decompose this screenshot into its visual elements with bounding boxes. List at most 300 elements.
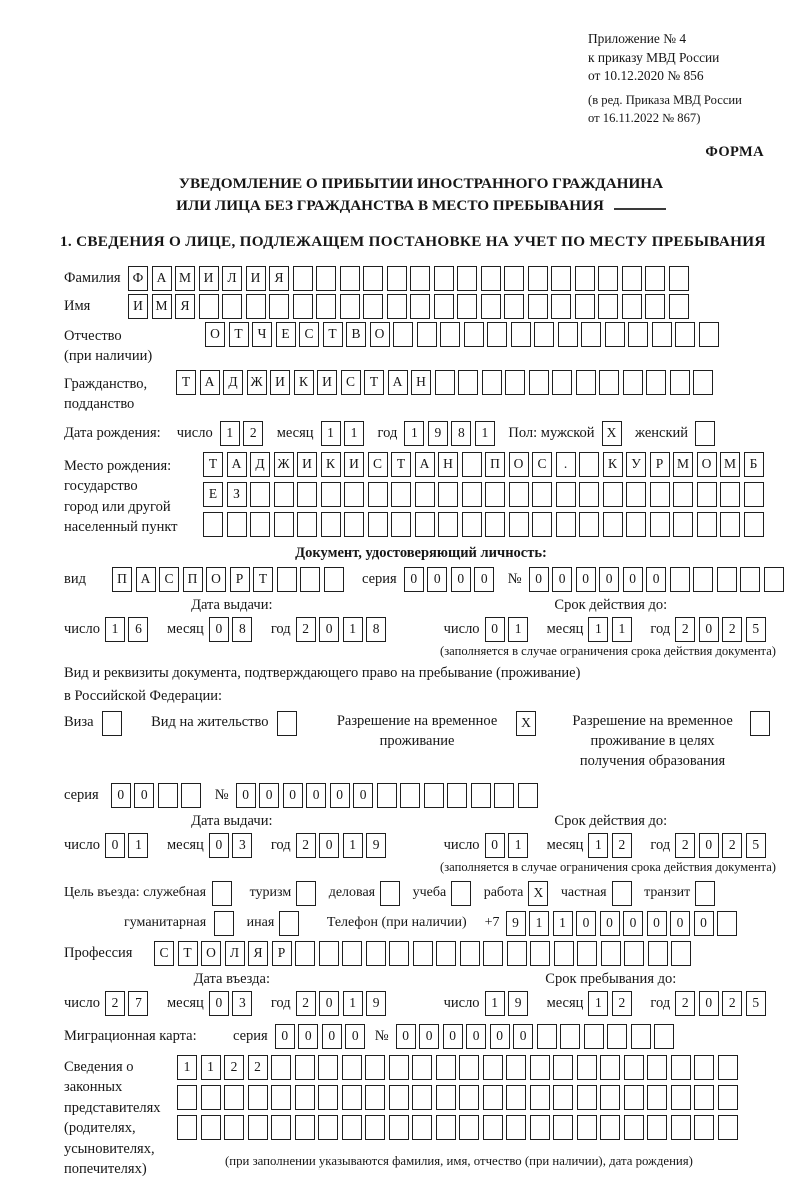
char-box: С: [299, 322, 319, 347]
residence-option-visa-label: Виза: [64, 713, 94, 730]
char-box: О: [201, 941, 221, 966]
char-box: О: [370, 322, 390, 347]
char-box: 1: [485, 991, 505, 1016]
purpose-study-checkbox: [451, 881, 475, 906]
char-box: И: [270, 370, 290, 395]
sex-female-label: женский: [635, 424, 689, 441]
representatives-boxes-row3: [177, 1115, 741, 1140]
char-box: [697, 482, 717, 507]
char-box: 1: [553, 911, 573, 936]
birthplace-boxes-row3: [203, 512, 767, 537]
char-box: [551, 294, 571, 319]
char-box: [485, 512, 505, 537]
char-box: 2: [612, 991, 632, 1016]
char-box: [296, 881, 316, 906]
stay-until: [400, 971, 778, 1016]
char-box: [600, 1085, 620, 1110]
char-box: П: [183, 567, 203, 592]
hdr-line-5: от 16.11.2022 № 867): [588, 111, 701, 125]
char-box: А: [415, 452, 435, 477]
char-box: 0: [576, 911, 596, 936]
char-box: [511, 322, 531, 347]
char-box: 0: [670, 911, 690, 936]
char-box: [344, 482, 364, 507]
char-box: [558, 322, 578, 347]
identity-expiry-day-boxes: [485, 617, 532, 642]
char-box: 5: [746, 991, 766, 1016]
char-box: Т: [391, 452, 411, 477]
residence-issue-day-boxes: [105, 833, 152, 858]
char-box: 0: [259, 783, 279, 808]
char-box: [460, 941, 480, 966]
purpose-tourism-label: туризм: [249, 885, 292, 900]
migration-card-label: Миграционная карта:: [64, 1027, 197, 1044]
char-box: [483, 1055, 503, 1080]
purpose-work-checkbox: [528, 881, 552, 906]
char-box: [222, 294, 242, 319]
char-box: [599, 370, 619, 395]
birthplace-row: [64, 452, 778, 542]
char-box: 1: [508, 617, 528, 642]
char-box: 1: [201, 1055, 221, 1080]
char-box: [393, 322, 413, 347]
residence-option-visa: [64, 711, 125, 736]
char-box: [600, 1055, 620, 1080]
char-box: [487, 322, 507, 347]
char-box: [413, 941, 433, 966]
char-box: [718, 1055, 738, 1080]
birthdate-row: [64, 421, 778, 446]
char-box: С: [154, 941, 174, 966]
char-box: Т: [253, 567, 273, 592]
char-box: [366, 941, 386, 966]
char-box: [481, 294, 501, 319]
char-box: [654, 1024, 674, 1049]
char-box: 0: [529, 567, 549, 592]
char-box: [671, 1055, 691, 1080]
char-box: [438, 482, 458, 507]
char-box: Т: [203, 452, 223, 477]
residence-issue: [64, 813, 400, 858]
char-box: [530, 1085, 550, 1110]
char-box: А: [152, 266, 172, 291]
char-box: [389, 1115, 409, 1140]
char-box: 0: [404, 567, 424, 592]
char-box: [342, 1115, 362, 1140]
char-box: [400, 783, 420, 808]
char-box: [271, 1115, 291, 1140]
char-box: А: [136, 567, 156, 592]
char-box: [224, 1085, 244, 1110]
char-box: В: [346, 322, 366, 347]
char-box: [297, 512, 317, 537]
char-box: Р: [650, 452, 670, 477]
char-box: [102, 711, 122, 736]
citizenship-label: [64, 370, 176, 415]
char-box: 0: [576, 567, 596, 592]
char-box: [669, 266, 689, 291]
char-box: [556, 482, 576, 507]
char-box: [628, 322, 648, 347]
char-box: [532, 482, 552, 507]
char-box: 2: [105, 991, 125, 1016]
char-box: 0: [319, 833, 339, 858]
migration-card-row: [64, 1024, 778, 1049]
char-box: Т: [178, 941, 198, 966]
char-box: [462, 512, 482, 537]
char-box: [318, 1115, 338, 1140]
identity-dates: [64, 597, 778, 642]
char-box: [581, 322, 601, 347]
char-box: [600, 1115, 620, 1140]
char-box: [295, 1085, 315, 1110]
char-box: [387, 294, 407, 319]
birthdate-year-label: год: [377, 424, 398, 441]
char-box: [481, 266, 501, 291]
identity-issue-day-boxes: [105, 617, 152, 642]
birthdate-year-boxes: [404, 421, 498, 446]
migration-card-series-boxes: [275, 1024, 369, 1049]
birthdate-month-label: месяц: [276, 424, 314, 441]
char-box: [387, 266, 407, 291]
char-box: 2: [296, 617, 316, 642]
char-box: 2: [675, 991, 695, 1016]
sex-male-checkbox: [602, 421, 626, 446]
citizenship-row: [64, 370, 778, 415]
identity-number-boxes: [529, 567, 788, 592]
char-box: [483, 1085, 503, 1110]
char-box: [670, 370, 690, 395]
char-box: Л: [225, 941, 245, 966]
char-box: [693, 567, 713, 592]
char-box: [342, 941, 362, 966]
char-box: 0: [209, 833, 229, 858]
char-box: [415, 482, 435, 507]
char-box: [584, 1024, 604, 1049]
char-box: 1: [105, 617, 125, 642]
char-box: [201, 1085, 221, 1110]
identity-expiry-month-label: месяц: [546, 620, 584, 637]
char-box: 0: [466, 1024, 486, 1049]
purpose-delovaya-label: деловая: [328, 885, 376, 900]
char-box: [436, 1055, 456, 1080]
char-box: [652, 322, 672, 347]
char-box: [412, 1055, 432, 1080]
char-box: 1: [612, 617, 632, 642]
residence-option-rvp: [326, 711, 540, 751]
char-box: О: [205, 322, 225, 347]
residence-expiry-month-boxes: [588, 833, 635, 858]
char-box: [368, 512, 388, 537]
char-box: [528, 294, 548, 319]
title-line-2-text: ИЛИ ЛИЦА БЕЗ ГРАЖДАНСТВА В МЕСТО ПРЕБЫВАНИЯ: [176, 196, 604, 214]
char-box: [504, 266, 524, 291]
residence-options: [64, 711, 778, 771]
char-box: Е: [276, 322, 296, 347]
char-box: 3: [232, 833, 252, 858]
entry-day-label: число: [64, 994, 100, 1011]
char-box: [695, 421, 715, 446]
representatives-row: [64, 1055, 778, 1180]
char-box: 8: [366, 617, 386, 642]
char-box: [645, 294, 665, 319]
residence-option-visa-checkbox: [102, 711, 126, 736]
char-box: Т: [176, 370, 196, 395]
char-box: [575, 266, 595, 291]
char-box: 2: [722, 617, 742, 642]
char-box: [506, 1085, 526, 1110]
char-box: [318, 1055, 338, 1080]
char-box: [675, 322, 695, 347]
char-box: 0: [623, 911, 643, 936]
char-box: [556, 512, 576, 537]
residence-option-rvpo-checkbox: [750, 711, 774, 736]
char-box: 0: [330, 783, 350, 808]
char-box: Т: [364, 370, 384, 395]
entry-month-label: месяц: [166, 994, 204, 1011]
char-box: 0: [443, 1024, 463, 1049]
char-box: 0: [345, 1024, 365, 1049]
entry-year-boxes: [296, 991, 390, 1016]
purpose-other-label: иная: [246, 915, 275, 930]
char-box: [464, 322, 484, 347]
char-box: 0: [485, 617, 505, 642]
char-box: 1: [475, 421, 495, 446]
char-box: [648, 941, 668, 966]
entry-year-label: год: [270, 994, 291, 1011]
char-box: М: [673, 452, 693, 477]
char-box: И: [199, 266, 219, 291]
char-box: Б: [744, 452, 764, 477]
identity-expiry-note: (заполняется в случае ограничения срока действия документа): [440, 643, 776, 658]
char-box: 0: [322, 1024, 342, 1049]
char-box: 0: [647, 911, 667, 936]
char-box: [436, 1085, 456, 1110]
char-box: [412, 1085, 432, 1110]
identity-doc-row: [64, 567, 778, 592]
residence-expiry-year-boxes: [675, 833, 769, 858]
char-box: 5: [746, 617, 766, 642]
surname-boxes: [128, 266, 692, 291]
firstname-row: [64, 294, 778, 319]
hdr-line-1: Приложение № 4: [588, 31, 687, 46]
char-box: [494, 783, 514, 808]
char-box: П: [112, 567, 132, 592]
purpose-transit-label: транзит: [644, 885, 691, 900]
char-box: [342, 1085, 362, 1110]
entry-month-boxes: [209, 991, 256, 1016]
char-box: [279, 911, 299, 936]
char-box: 0: [283, 783, 303, 808]
char-box: [650, 482, 670, 507]
char-box: 0: [552, 567, 572, 592]
char-box: Я: [248, 941, 268, 966]
char-box: [579, 452, 599, 477]
stay-year-label: год: [650, 994, 671, 1011]
char-box: [344, 512, 364, 537]
char-box: С: [159, 567, 179, 592]
char-box: 0: [490, 1024, 510, 1049]
char-box: [340, 294, 360, 319]
char-box: 0: [209, 991, 229, 1016]
char-box: [607, 1024, 627, 1049]
char-box: [447, 783, 467, 808]
char-box: [624, 1085, 644, 1110]
char-box: 1: [588, 617, 608, 642]
char-box: [181, 783, 201, 808]
birthplace-boxes-row2: [203, 482, 767, 507]
char-box: [603, 482, 623, 507]
birthdate-label: Дата рождения:: [64, 424, 161, 441]
char-box: О: [697, 452, 717, 477]
char-box: [650, 512, 670, 537]
birthplace-labels: [64, 452, 203, 538]
char-box: [457, 266, 477, 291]
char-box: [434, 294, 454, 319]
char-box: [699, 322, 719, 347]
representatives-boxes-row1: [177, 1055, 741, 1080]
representatives-label-2: законных: [64, 1079, 123, 1095]
patronymic-label-line2: (при наличии): [64, 348, 153, 364]
char-box: 0: [699, 617, 719, 642]
char-box: [750, 711, 770, 736]
char-box: 0: [319, 617, 339, 642]
char-box: 0: [623, 567, 643, 592]
citizenship-label-line2: подданство: [64, 396, 135, 412]
char-box: [410, 294, 430, 319]
char-box: [389, 1085, 409, 1110]
char-box: [440, 322, 460, 347]
char-box: Р: [272, 941, 292, 966]
char-box: 9: [506, 911, 526, 936]
char-box: [300, 567, 320, 592]
residence-expiry-day-boxes: [485, 833, 532, 858]
patronymic-boxes: [205, 322, 722, 347]
char-box: [647, 1085, 667, 1110]
migration-card-number-label: №: [374, 1027, 389, 1044]
char-box: [271, 1085, 291, 1110]
char-box: А: [388, 370, 408, 395]
patronymic-label-line1: Отчество: [64, 327, 122, 344]
char-box: [598, 294, 618, 319]
citizenship-boxes: [176, 370, 717, 395]
stay-year-boxes: [675, 991, 769, 1016]
residence-number-label: №: [214, 786, 229, 803]
char-box: 2: [296, 833, 316, 858]
char-box: [415, 512, 435, 537]
identity-issue-month-label: месяц: [166, 620, 204, 637]
birthdate-day-boxes: [220, 421, 267, 446]
section1-heading: 1. СВЕДЕНИЯ О ЛИЦЕ, ПОДЛЕЖАЩЕМ ПОСТАНОВКЕ НА УЧЕТ ПО МЕСТУ ПРЕБЫВАНИЯ: [60, 232, 766, 250]
char-box: [391, 512, 411, 537]
residence-expiry-year-label: год: [650, 836, 671, 853]
char-box: [318, 1085, 338, 1110]
birthplace-boxes-row1: [203, 452, 767, 477]
char-box: 1: [344, 421, 364, 446]
phone-prefix: +7: [484, 915, 500, 930]
citizenship-label-line1: Гражданство,: [64, 375, 148, 392]
char-box: 2: [248, 1055, 268, 1080]
char-box: [451, 881, 471, 906]
birthdate-day-label: число: [176, 424, 213, 441]
residence-option-vnzh-label: Вид на жительство: [151, 713, 269, 730]
purpose-study-label: учеба: [412, 885, 447, 900]
char-box: И: [317, 370, 337, 395]
hdr-line-3: от 10.12.2020 № 856: [588, 68, 704, 83]
identity-expiry-day-label: число: [443, 620, 480, 637]
char-box: Ч: [252, 322, 272, 347]
char-box: 1: [588, 833, 608, 858]
residence-expiry-day-label: число: [443, 836, 480, 853]
char-box: 9: [366, 833, 386, 858]
char-box: [552, 370, 572, 395]
residence-issue-day-label: число: [64, 836, 100, 853]
char-box: [623, 370, 643, 395]
phone-boxes: [506, 911, 741, 936]
char-box: [506, 1055, 526, 1080]
char-box: 0: [427, 567, 447, 592]
char-box: [295, 1055, 315, 1080]
char-box: Н: [438, 452, 458, 477]
char-box: 1: [343, 617, 363, 642]
char-box: [203, 512, 223, 537]
char-box: [529, 370, 549, 395]
char-box: [297, 482, 317, 507]
char-box: [158, 783, 178, 808]
representatives-label-5: усыновителях,: [64, 1140, 155, 1157]
char-box: [438, 512, 458, 537]
char-box: [504, 294, 524, 319]
char-box: [626, 512, 646, 537]
char-box: [509, 512, 529, 537]
char-box: [560, 1024, 580, 1049]
char-box: [295, 941, 315, 966]
char-box: [482, 370, 502, 395]
purpose-humanitarian-label: гуманитарная: [124, 915, 207, 930]
identity-kind-label: вид: [64, 570, 86, 587]
identity-expiry-year-label: год: [650, 620, 671, 637]
firstname-boxes: [128, 294, 692, 319]
char-box: [695, 881, 715, 906]
char-box: [295, 1115, 315, 1140]
char-box: [624, 1055, 644, 1080]
residence-dates: [64, 813, 778, 858]
char-box: [293, 266, 313, 291]
birthplace-box-rows: [203, 452, 767, 542]
char-box: [553, 1115, 573, 1140]
char-box: [224, 1115, 244, 1140]
char-box: 1: [128, 833, 148, 858]
char-box: [212, 881, 232, 906]
document-title: [64, 173, 778, 217]
char-box: [274, 482, 294, 507]
char-box: [646, 370, 666, 395]
char-box: [246, 294, 266, 319]
char-box: 9: [508, 991, 528, 1016]
migration-card-series-label: серия: [233, 1027, 268, 1044]
stay-month-label: месяц: [546, 994, 584, 1011]
entry-date: [64, 971, 400, 1016]
char-box: [380, 881, 400, 906]
hdr-line-4: (в ред. Приказа МВД России: [588, 92, 742, 107]
char-box: [509, 482, 529, 507]
char-box: .: [556, 452, 576, 477]
identity-issue-year-boxes: [296, 617, 390, 642]
char-box: [321, 512, 341, 537]
char-box: 0: [236, 783, 256, 808]
char-box: [436, 941, 456, 966]
firstname-label: Имя: [64, 297, 91, 314]
